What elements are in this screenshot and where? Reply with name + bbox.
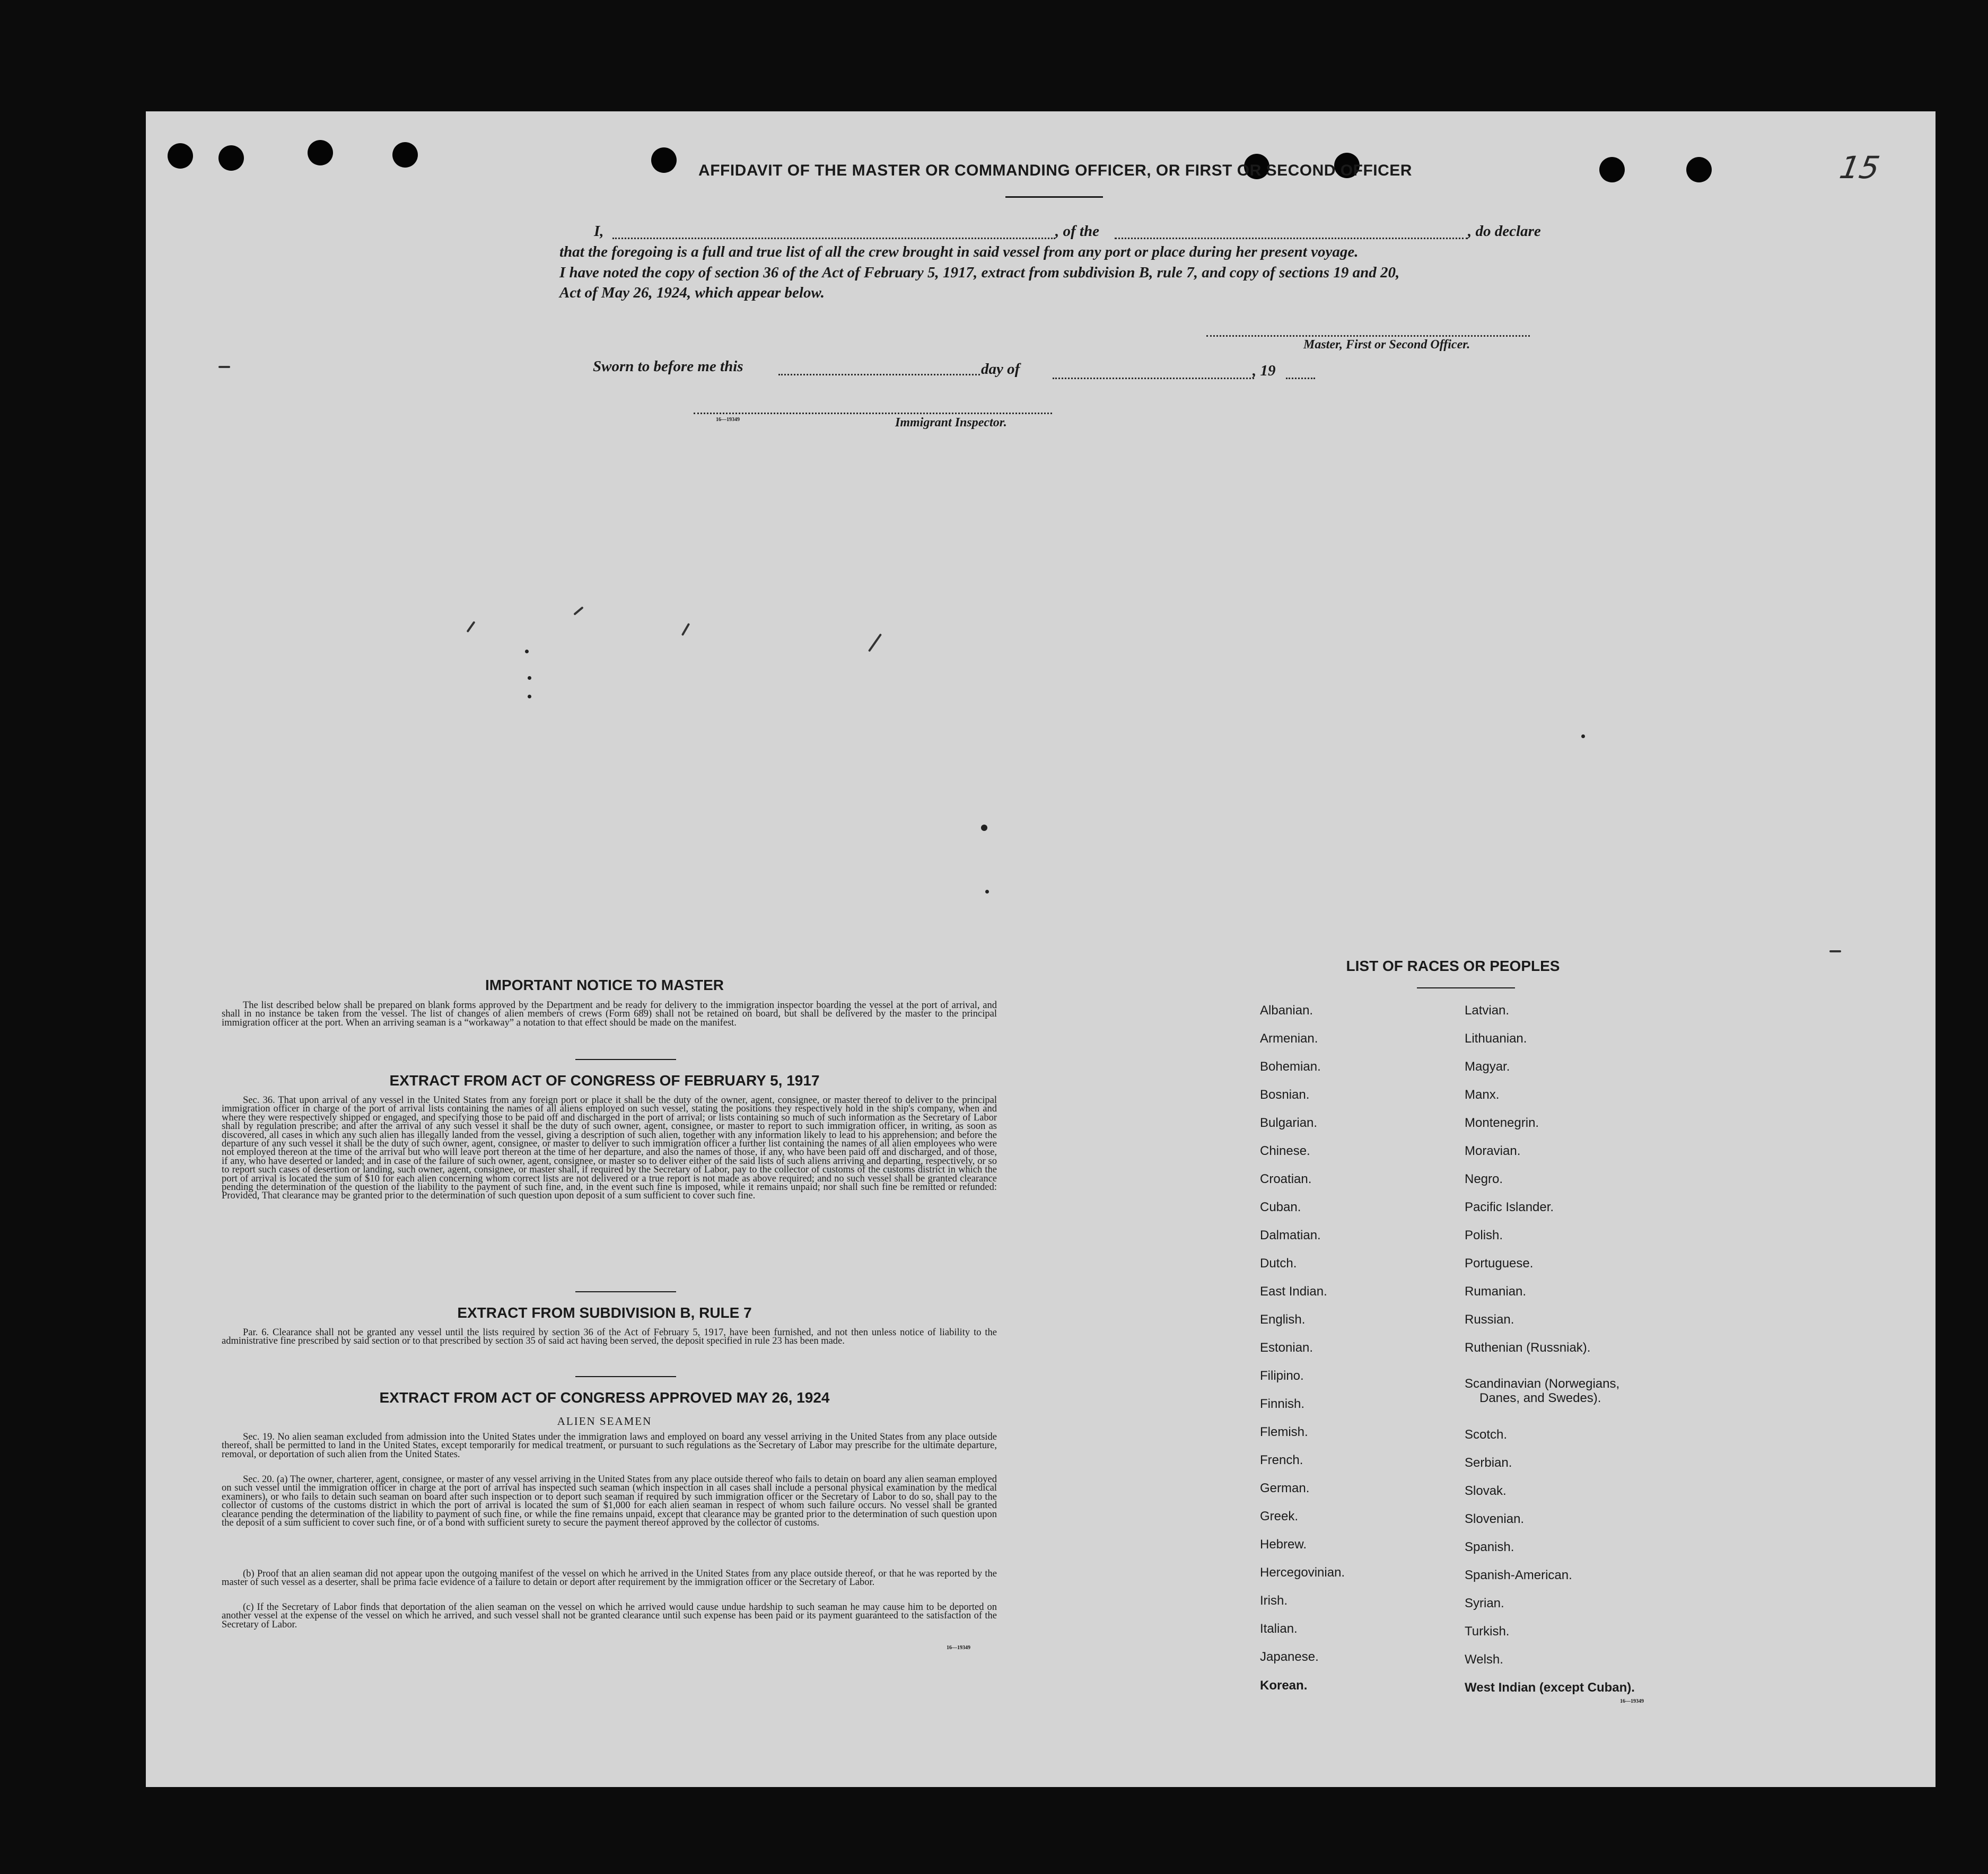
declaration-mid: , of the: [1055, 223, 1099, 240]
race-left-item: Albanian.: [1260, 1003, 1313, 1018]
speck: [528, 695, 531, 698]
race-right-item: Manx.: [1465, 1088, 1500, 1102]
speck: [985, 890, 989, 894]
master-signature-line: [1206, 335, 1530, 337]
race-left-item: Bosnian.: [1260, 1088, 1310, 1102]
sworn-year-blank: [1286, 378, 1315, 379]
race-left-item: Bulgarian.: [1260, 1116, 1318, 1130]
punch-hole: [1686, 157, 1712, 182]
punch-hole: [1599, 157, 1625, 182]
sworn-year: , 19: [1253, 362, 1276, 379]
stray-mark: [1829, 950, 1841, 952]
sworn-mid: day of: [981, 361, 1020, 378]
race-right-item: Russian.: [1465, 1312, 1514, 1327]
race-left-item: Irish.: [1260, 1593, 1288, 1608]
race-right-item: Slovenian.: [1465, 1512, 1525, 1526]
race-left-item: Hercegovinian.: [1260, 1565, 1345, 1580]
extract-1924-sec20b: (b) Proof that an alien seaman did not appear upon the outgoing manifest of the vessel on which he arrived in the United States from any place outside thereof, or that he was reported by the master of such vessel as a deserter, shall be prima facie evidence of a failure to detain or deport after requirement by the immigration officer or the Secretary of Labor.: [222, 1569, 997, 1588]
form-number: 16—19349: [1620, 1698, 1644, 1704]
inspector-signature-line: [694, 413, 1052, 414]
declaration-prefix: I,: [594, 223, 604, 240]
race-left-item: Italian.: [1260, 1622, 1298, 1636]
sworn-month-blank: [1053, 378, 1254, 379]
race-right-item: Lithuanian.: [1465, 1031, 1527, 1046]
race-right-item: Moravian.: [1465, 1144, 1521, 1158]
extract-1917-body: Sec. 36. That upon arrival of any vessel in the United States from any foreign port or place it shall be the duty of the owner, agent, consignee, or master thereof to deliver to the principal immigration officer in charge of the port of arrival lists containing the names of all aliens employed on such vessel, stating the positions they respectively hold in the ship's company, when and where they were respectively shipped or engaged, and specifying those to be paid off and discharged in the port of arrival; or lists containing so much of such information as the Secretary of Labor shall by regulation prescribe; and after the arrival of any such vessel it shall be the duty of such owner, agent, consignee, or master to report to such immigration officer, in writing, as soon as discovered, all cases in which any such alien has illegally landed from the vessel, giving a description of such alien, together with any information likely to lead to his apprehension; and before the departure of any such vessel it shall be the duty of such owner, agent, consignee, or master to deliver to such immigration officer a further list containing the names of all alien employees who were not employed thereon at the time of the arrival but who will leave port thereon at the time of her departure, and also the names of those, if any, who have been paid off and discharged, and of those, if any, who have deserted or landed; and in case of the failure of such owner, agent, consignee, or master so to deliver either of the said lists of such aliens arriving and departing, respectively, or so to report such cases of desertion or landing, such owner, agent, consignee, or master shall, if required by the Secretary of Labor, pay to the collector of customs of the customs district in which the port of arrival is located the sum of $10 for each alien concerning whom correct lists are not delivered or a true report is not made as above required; and no such vessel shall be granted clearance pending the determination of the question of the liability to the payment of such fine, and, in the event such fine is imposed, while it remains unpaid; nor shall such fine be remitted or refunded: Provided, That clearance may be granted prior to the determination of such question upon deposit of a sum sufficient to cover such fine.: [222, 1095, 997, 1202]
race-left-item: Armenian.: [1260, 1031, 1318, 1046]
punch-hole: [651, 147, 677, 173]
punch-hole: [218, 145, 244, 171]
race-left-item: Flemish.: [1260, 1425, 1308, 1439]
race-right-item: Danes, and Swedes).: [1479, 1391, 1601, 1405]
notice-body: The list described below shall be prepared on blank forms approved by the Department and be ready for delivery to the immigration inspector boarding the vessel at the port of arrival, and shall in no instance be taken from the vessel. The list of changes of alien members of crews (Form 689) shall not be retained on board, but shall be delivered by the master to the principal immigration officer at the port. When an arriving seaman is a “workaway” a notation to that effect should be made on the manifest.: [222, 1000, 997, 1028]
speck: [528, 676, 531, 680]
race-left-item: Dutch.: [1260, 1256, 1297, 1271]
race-right-item: Rumanian.: [1465, 1284, 1527, 1299]
race-right-item: Magyar.: [1465, 1059, 1510, 1074]
form-number: 16—19349: [716, 417, 740, 423]
race-right-item: Welsh.: [1465, 1652, 1503, 1667]
extract-1924-subheading: ALIEN SEAMEN: [557, 1415, 652, 1428]
race-left-item: Finnish.: [1260, 1397, 1305, 1411]
punch-hole: [392, 142, 418, 168]
race-right-item: Montenegrin.: [1465, 1116, 1539, 1130]
race-left-item: Korean.: [1260, 1678, 1308, 1693]
races-heading-underline: [1417, 987, 1515, 988]
race-left-item: Greek.: [1260, 1509, 1299, 1523]
affidavit-title: AFFIDAVIT OF THE MASTER OR COMMANDING OFFICER, OR FIRST OR SECOND OFFICER: [698, 162, 1412, 179]
race-left-item: German.: [1260, 1481, 1310, 1495]
race-right-item: Latvian.: [1465, 1003, 1510, 1018]
race-left-item: English.: [1260, 1312, 1306, 1327]
document-sheet: [146, 111, 1936, 1787]
race-left-item: Estonian.: [1260, 1341, 1313, 1355]
race-left-item: Japanese.: [1260, 1650, 1319, 1664]
extract-1924-sec19: Sec. 19. No alien seaman excluded from admission into the United States under the immigration laws and employed on board any vessel arriving in the United States from any place outside thereof, shall be permitted to land in the United States, except temporarily for medical treatment, or pursuant to such regulations as the Secretary of Labor may prescribe for the ultimate departure, removal, or deportation of such alien from the United States.: [222, 1432, 997, 1460]
race-left-item: Chinese.: [1260, 1144, 1310, 1158]
race-left-item: French.: [1260, 1453, 1303, 1467]
race-right-item: Scandinavian (Norwegians,: [1465, 1377, 1620, 1391]
section-divider: [575, 1376, 676, 1377]
races-heading: LIST OF RACES OR PEOPLES: [1346, 958, 1560, 974]
declaration-line-3: I have noted the copy of section 36 of the Act of February 5, 1917, extract from subdivision B, rule 7, and copy of sections 19 and 20,: [559, 264, 1400, 281]
declaration-line-2: that the foregoing is a full and true list of all the crew brought in said vessel from any port or place during her present voyage.: [559, 243, 1359, 260]
race-right-item: Portuguese.: [1465, 1256, 1534, 1271]
race-right-item: Scotch.: [1465, 1428, 1508, 1442]
race-right-item: Ruthenian (Russniak).: [1465, 1341, 1591, 1355]
declaration-line-4: Act of May 26, 1924, which appear below.: [559, 284, 825, 301]
race-left-item: Dalmatian.: [1260, 1228, 1321, 1242]
inspector-label: Immigrant Inspector.: [895, 416, 1007, 430]
master-signature-label: Master, First or Second Officer.: [1303, 338, 1470, 352]
speck: [1581, 734, 1585, 738]
declarant-name-blank: [612, 238, 1055, 239]
race-right-item: Spanish.: [1465, 1540, 1514, 1554]
race-right-item: Turkish.: [1465, 1624, 1510, 1639]
punch-hole: [308, 140, 333, 165]
race-left-item: Hebrew.: [1260, 1537, 1307, 1552]
race-left-item: Cuban.: [1260, 1200, 1301, 1214]
section-divider: [575, 1291, 676, 1292]
race-right-item: Syrian.: [1465, 1596, 1504, 1610]
extract-rule7-heading: EXTRACT FROM SUBDIVISION B, RULE 7: [457, 1304, 752, 1321]
sworn-day-blank: [778, 374, 980, 375]
race-right-item: Polish.: [1465, 1228, 1503, 1242]
race-right-item: Spanish-American.: [1465, 1568, 1572, 1582]
race-left-item: Bohemian.: [1260, 1059, 1321, 1074]
race-right-item: West Indian (except Cuban).: [1465, 1680, 1635, 1695]
title-underline: [1005, 196, 1103, 198]
race-right-item: Slovak.: [1465, 1484, 1507, 1498]
vessel-name-blank: [1115, 238, 1468, 239]
race-right-item: Negro.: [1465, 1172, 1503, 1186]
race-left-item: Filipino.: [1260, 1369, 1304, 1383]
stray-mark: [218, 366, 230, 368]
sworn-prefix: Sworn to before me this: [593, 358, 743, 375]
extract-1924-sec20a: Sec. 20. (a) The owner, charterer, agent, consignee, or master of any vessel arriving in the United States from any place outside thereof who fails to detain on board any alien seaman employed on such vessel until the immigration officer in charge at the port of arrival has inspected such seaman (which inspection in all cases shall include a personal physical examination by the medical examiners), or who fails to detain such seaman on board after such inspection or to deport such seaman if required by such immigration officer or the Secretary of Labor to do so, shall pay to the collector of customs of the customs district in which the port of arrival is located the sum of $1,000 for each alien seaman in respect of whom such failure occurs. No vessel shall be granted clearance pending the determination of the liability to payment of such fine, or while the fine remains unpaid, except that clearance may be granted prior to the determination of such question upon the deposit of a sum sufficient to cover such fine, or of a bond with sufficient surety to secure the payment thereof approved by the collector of customs.: [222, 1474, 997, 1529]
speck: [525, 650, 529, 653]
speck: [981, 825, 987, 831]
extract-rule7-body: Par. 6. Clearance shall not be granted any vessel until the lists required by section 36 of the Act of February 5, 1917, have been furnished, and not then unless notice of liability to the administrative fine prescribed by said section or to that prescribed by section 35 of said act having been served, the deposit specified in rule 23 has been made.: [222, 1327, 997, 1347]
notice-heading: IMPORTANT NOTICE TO MASTER: [485, 977, 724, 993]
extract-1924-heading: EXTRACT FROM ACT OF CONGRESS APPROVED MAY 26, 1924: [379, 1389, 830, 1406]
form-number: 16—19349: [947, 1645, 970, 1651]
extract-1917-heading: EXTRACT FROM ACT OF CONGRESS OF FEBRUARY 5, 1917: [389, 1072, 820, 1089]
declaration-suffix: , do declare: [1468, 223, 1541, 240]
handwritten-page-number: 15: [1837, 150, 1882, 186]
race-right-item: Pacific Islander.: [1465, 1200, 1554, 1214]
section-divider: [575, 1059, 676, 1060]
race-left-item: Croatian.: [1260, 1172, 1312, 1186]
extract-1924-sec20c: (c) If the Secretary of Labor finds that deportation of the alien seaman on the vessel on which he arrived would cause undue hardship to such seaman he may cause him to be deported on another vessel at the expense of the vessel on which he arrived, and such vessel shall not be granted clearance until such expense has been paid or its payment guaranteed to the satisfaction of the Secretary of Labor.: [222, 1602, 997, 1630]
punch-hole: [168, 143, 193, 169]
race-right-item: Serbian.: [1465, 1456, 1512, 1470]
race-left-item: East Indian.: [1260, 1284, 1327, 1299]
